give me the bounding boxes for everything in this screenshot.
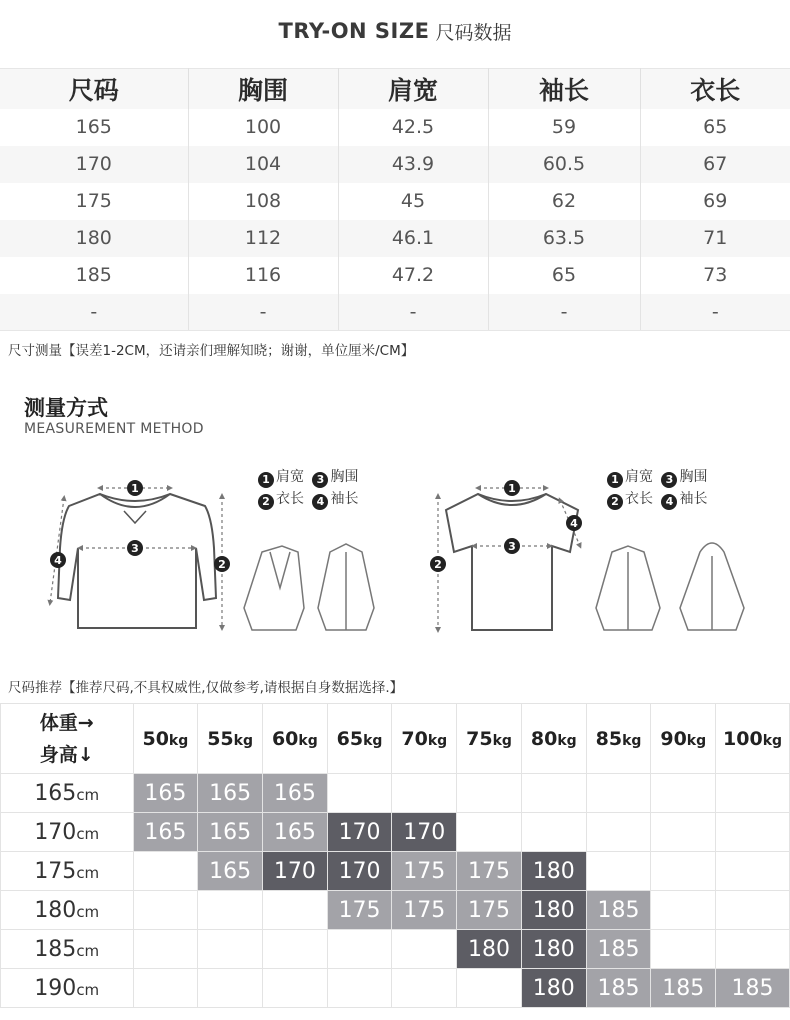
col-header-sleeve: 袖长 — [488, 69, 640, 109]
tshirt-outline — [446, 494, 578, 630]
size-cell — [521, 813, 586, 852]
weight-header — [327, 704, 392, 774]
size-cell — [651, 852, 716, 891]
height-unit: cm — [76, 785, 100, 804]
height-value: 175 — [34, 858, 77, 884]
weight-unit: kg — [168, 732, 189, 749]
col-header-chest: 胸围 — [188, 69, 338, 109]
table-cell: 47.2 — [338, 257, 488, 294]
table-cell: 73 — [703, 264, 728, 286]
table-cell: - — [640, 294, 790, 331]
weight-height-corner — [1, 704, 134, 774]
table-row — [0, 146, 790, 183]
size-cell — [586, 813, 651, 852]
legend-num: 4 — [312, 494, 328, 510]
table-cell: 170 — [0, 146, 188, 183]
table-cell: 59 — [488, 109, 640, 146]
size-cell — [133, 969, 198, 1008]
col-header-shoulder: 肩宽 — [338, 69, 488, 109]
size-cell — [198, 969, 263, 1008]
size-cell — [262, 891, 327, 930]
size-cell — [457, 813, 522, 852]
hoodie-outline — [680, 543, 744, 630]
page-title — [0, 0, 790, 62]
height-header — [1, 891, 134, 930]
weight-unit: kg — [622, 732, 642, 749]
legend-label-sleeve: 袖长 — [330, 491, 359, 507]
marker-3: 3 — [131, 542, 139, 555]
legend-label-shoulder: 肩宽 — [625, 469, 653, 485]
table-cell: - — [488, 294, 640, 331]
table-cell: 43.9 — [338, 146, 488, 183]
table-cell: 116 — [188, 257, 338, 294]
size-cell — [716, 930, 790, 969]
weight-header — [133, 704, 198, 774]
size-cell: 175 — [392, 891, 457, 930]
marker-4: 4 — [570, 517, 578, 530]
jacket-outline — [318, 544, 374, 630]
legend-label-chest: 胸围 — [679, 469, 708, 485]
size-cell — [457, 969, 522, 1008]
recommend-note: 尺码推荐【推荐尺码,不具权威性,仅做参考,请根据自身数据选择.】 — [8, 680, 404, 696]
legend-tshirt — [607, 466, 707, 510]
size-cell: 180 — [521, 852, 586, 891]
weight-header — [521, 704, 586, 774]
size-cell: 175 — [457, 852, 522, 891]
blazer-outline — [244, 546, 304, 630]
weight-value: 50 — [142, 727, 169, 750]
legend-label-chest: 胸围 — [330, 469, 359, 485]
weight-header — [716, 704, 790, 774]
size-cell: 185 — [586, 891, 651, 930]
height-header — [1, 852, 134, 891]
table-cell: 180 — [0, 220, 188, 257]
weight-value: 75 — [466, 727, 493, 750]
measure-note: 尺寸测量【误差1-2CM，还请亲们理解知晓；谢谢，单位厘米/CM】 — [8, 343, 415, 359]
marker-2: 2 — [218, 558, 226, 571]
height-unit: cm — [76, 902, 100, 921]
corner-weight-label: 体重→ — [39, 711, 94, 734]
weight-header — [586, 704, 651, 774]
col-header-size: 尺码 — [0, 69, 188, 109]
size-cell — [716, 891, 790, 930]
measurement-subtitle: MEASUREMENT METHOD — [24, 421, 204, 437]
size-cell — [392, 930, 457, 969]
table-cell: - — [338, 294, 488, 331]
table-cell: 65 — [703, 116, 728, 138]
height-unit: cm — [76, 824, 100, 843]
height-header — [1, 813, 134, 852]
weight-value: 85 — [595, 727, 623, 750]
table-row — [1, 774, 790, 813]
weight-value: 55 — [207, 727, 234, 750]
legend-num: 3 — [312, 472, 328, 488]
table-row — [0, 220, 790, 257]
size-cell — [133, 852, 198, 891]
weight-unit: kg — [557, 732, 577, 749]
table-cell: 67 — [640, 146, 790, 183]
weight-header — [262, 704, 327, 774]
table-row — [1, 813, 790, 852]
size-cell — [521, 774, 586, 813]
size-cell: 185 — [586, 930, 651, 969]
table-cell: 112 — [188, 220, 338, 257]
size-cell — [716, 852, 790, 891]
table-cell: - — [0, 294, 188, 331]
size-cell — [133, 891, 198, 930]
weight-value: 60 — [271, 727, 299, 750]
size-cell: 165 — [133, 774, 198, 813]
weight-header — [651, 704, 716, 774]
height-unit: cm — [76, 941, 100, 960]
table-row — [1, 852, 790, 891]
height-value: 180 — [34, 897, 77, 923]
size-cell: 175 — [457, 891, 522, 930]
size-cell — [327, 969, 392, 1008]
measurement-title: 测量方式 — [24, 396, 108, 420]
size-cell: 180 — [521, 891, 586, 930]
weight-value: 65 — [336, 727, 364, 750]
table-cell: 185 — [0, 257, 188, 294]
legend-num: 1 — [607, 472, 623, 488]
marker-4: 4 — [54, 554, 62, 567]
size-cell — [327, 930, 392, 969]
height-value: 190 — [34, 975, 77, 1001]
table-cell: - — [188, 294, 338, 331]
table-row — [0, 109, 790, 146]
size-cell — [262, 969, 327, 1008]
size-table — [0, 68, 790, 331]
size-cell: 165 — [133, 813, 198, 852]
table-row — [1, 969, 790, 1008]
legend-label-sleeve: 袖长 — [679, 491, 708, 507]
legend-label-length: 衣长 — [276, 491, 304, 507]
weight-unit: kg — [298, 732, 318, 749]
table-row — [0, 257, 790, 294]
legend-num: 4 — [661, 494, 677, 510]
size-cell — [198, 930, 263, 969]
size-cell — [651, 891, 716, 930]
weight-value: 70 — [401, 727, 428, 750]
weight-value: 80 — [530, 727, 558, 750]
table-cell: 45 — [338, 183, 488, 220]
table-cell: 42.5 — [338, 109, 488, 146]
table-row — [0, 294, 790, 331]
size-cell: 180 — [521, 930, 586, 969]
weight-value: 100 — [723, 727, 763, 750]
weight-unit: kg — [233, 732, 253, 749]
size-cell — [651, 930, 716, 969]
table-row — [1, 891, 790, 930]
size-cell: 165 — [198, 852, 263, 891]
recommend-header-row — [1, 704, 790, 774]
size-cell: 165 — [198, 774, 263, 813]
marker-3: 3 — [508, 540, 516, 553]
size-cell — [651, 813, 716, 852]
size-cell — [716, 774, 790, 813]
table-cell: 46.1 — [338, 220, 488, 257]
size-cell: 180 — [457, 930, 522, 969]
legend-num: 2 — [258, 494, 274, 510]
size-cell — [392, 774, 457, 813]
measurement-diagram — [0, 448, 790, 658]
size-cell: 165 — [198, 813, 263, 852]
sweater-outline — [58, 494, 216, 628]
height-unit: cm — [76, 980, 100, 999]
weight-unit: kg — [762, 732, 783, 749]
title-zh: 尺码数据 — [435, 21, 512, 44]
height-header — [1, 930, 134, 969]
legend-label-shoulder: 肩宽 — [276, 469, 304, 485]
size-cell: 165 — [262, 774, 327, 813]
height-header — [1, 969, 134, 1008]
table-cell: 165 — [0, 109, 188, 146]
weight-header — [198, 704, 263, 774]
recommend-table — [0, 703, 790, 1008]
weight-value: 90 — [660, 727, 687, 750]
table-cell: 175 — [0, 183, 188, 220]
size-cell: 185 — [586, 969, 651, 1008]
table-cell: 62 — [488, 183, 640, 220]
size-cell — [133, 930, 198, 969]
table-cell: 108 — [188, 183, 338, 220]
weight-header — [392, 704, 457, 774]
weight-unit: kg — [363, 732, 383, 749]
size-cell: 170 — [262, 852, 327, 891]
size-cell: 185 — [651, 969, 716, 1008]
size-cell: 180 — [521, 969, 586, 1008]
size-cell — [457, 774, 522, 813]
height-value: 165 — [34, 780, 77, 806]
size-cell: 165 — [262, 813, 327, 852]
table-row — [0, 183, 790, 220]
size-cell — [327, 774, 392, 813]
height-value: 185 — [34, 936, 77, 962]
size-cell — [651, 774, 716, 813]
size-cell: 185 — [716, 969, 790, 1008]
table-cell: 104 — [188, 146, 338, 183]
size-table-header — [0, 69, 790, 109]
table-cell: 60.5 — [488, 146, 640, 183]
corner-height-label: 身高↓ — [39, 743, 94, 766]
weight-unit: kg — [686, 732, 707, 749]
size-cell — [586, 852, 651, 891]
height-header — [1, 774, 134, 813]
size-cell: 170 — [327, 813, 392, 852]
size-cell — [586, 774, 651, 813]
table-cell: 100 — [188, 109, 338, 146]
title-en: TRY-ON SIZE — [278, 19, 430, 43]
size-cell — [198, 891, 263, 930]
size-cell: 175 — [327, 891, 392, 930]
shirt-outline — [596, 546, 660, 630]
legend-label-length: 衣长 — [625, 491, 653, 507]
legend-num: 1 — [258, 472, 274, 488]
weight-header — [457, 704, 522, 774]
weight-unit: kg — [492, 732, 512, 749]
legend-sweater — [258, 466, 358, 510]
table-cell: 69 — [703, 190, 728, 212]
size-cell: 170 — [327, 852, 392, 891]
col-header-length: 衣长 — [640, 69, 790, 109]
legend-num: 2 — [607, 494, 623, 510]
height-unit: cm — [76, 863, 100, 882]
legend-num: 3 — [661, 472, 677, 488]
marker-2: 2 — [434, 558, 442, 571]
table-cell: 71 — [640, 220, 790, 257]
table-row — [1, 930, 790, 969]
weight-unit: kg — [427, 732, 448, 749]
size-cell: 170 — [392, 813, 457, 852]
size-cell — [262, 930, 327, 969]
size-cell — [392, 969, 457, 1008]
table-cell: 65 — [488, 257, 640, 294]
table-cell: 63.5 — [488, 220, 640, 257]
size-cell: 175 — [392, 852, 457, 891]
height-value: 170 — [34, 819, 77, 845]
size-cell — [716, 813, 790, 852]
marker-1: 1 — [508, 482, 516, 495]
marker-1: 1 — [131, 482, 139, 495]
